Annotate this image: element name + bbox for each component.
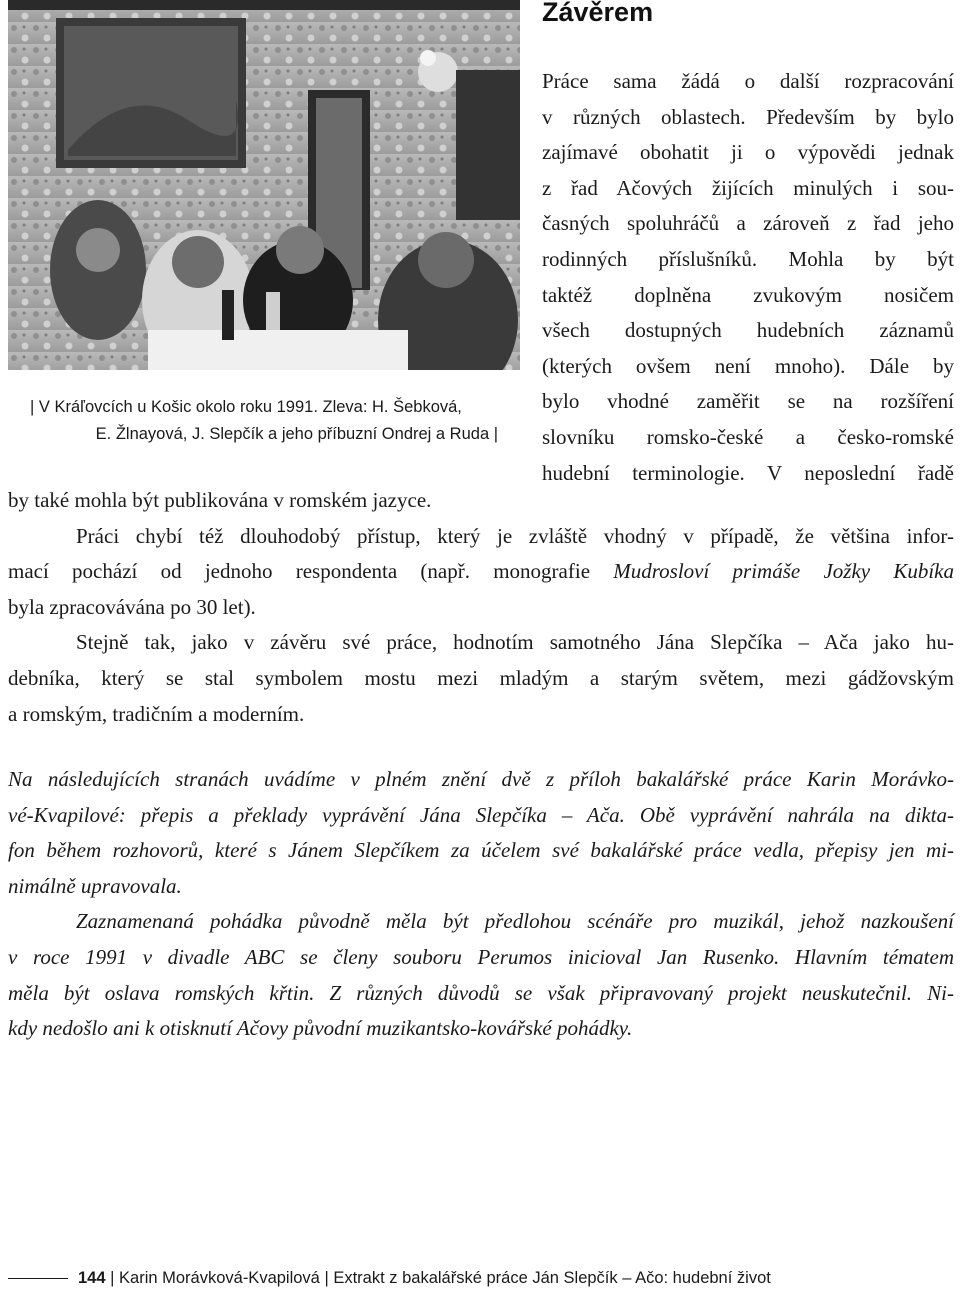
text-line: Práci chybí též dlouhodobý přístup, který je zvláště vhodný v případě, že většina infor- [76,523,954,548]
footer-title: Extrakt z bakalářské práce Ján Slepčík – Ačo: hudební život [333,1269,771,1287]
text-line: rodinných příslušníků. Mohla by být [542,246,954,271]
text-line: vé-Kvapilové: přepis a překlady vyprávění Jána Slepčíka – Ača. Obě vyprávění nahrála na dikta- [8,802,954,827]
photo-image-icon [8,0,520,370]
body-text [8,483,954,732]
text-line: kdy nedošlo ani k otisknutí Ačovy původní muzikantsko-kovářské pohádky. [8,1016,633,1041]
footer-separator: | [110,1269,115,1287]
text-line: taktéž doplněna zvukovým nosičem [542,282,954,307]
text-line: hudební terminologie. V neposlední řadě [542,460,954,485]
section-title: Závěrem [542,0,654,27]
caption-line: E. Žlnayová, J. Slepčík a jeho příbuzní Ondrej a Ruda | [95,425,498,443]
family-photo [8,0,520,370]
text-line: nimálně upravovala. [8,873,182,898]
text-line: debníka, který se stal symbolem mostu mezi mladým a starým světem, mezi gádžovským [8,665,954,690]
text-line: Zaznamenaná pohádka původně měla být předlohou scénáře pro muzikál, jehož nazkoušení [76,909,954,934]
text-line: fon během rozhovorů, které s Jánem Slepčíkem za účelem své bakalářské práce vedla, přepisy jen mi- [8,838,954,863]
text-line: zajímavé obohatit ji o výpovědi jednak [542,140,954,165]
text-line: měla být oslava romských křtin. Z různých důvodů se však připravovaný projekt neuskutečnil. Ni- [8,980,954,1005]
page-footer [8,1266,954,1290]
text-line: Práce sama žádá o další rozpracování [542,69,954,93]
page-number: 144 [78,1269,106,1287]
photo-caption [22,394,498,448]
footer-author: Karin Morávková-Kvapilová [119,1269,320,1287]
text-line: bylo vhodné zaměřit se na rozšíření [542,389,954,414]
text-line: z řad Ačových žijících minulých i sou- [542,175,954,200]
footer-separator: | [324,1269,329,1287]
text-line: Na následujících stranách uvádíme v plném znění dvě z příloh bakalářské práce Karin Morávko- [8,767,954,791]
book-title: Mudrosloví primáše Jožky Kubíka [613,559,954,584]
text-line: byla zpracovávána po 30 let). [8,594,256,619]
column-paragraph [542,64,954,491]
text-line: by také mohla být publikována v romském jazyce. [8,488,432,512]
text-segment: mací pochází od jednoho respondenta (např. monografie [8,559,614,584]
text-line: a romským, tradičním a moderním. [8,701,305,726]
footer-rule [8,1278,68,1280]
text-line: (kterých ovšem není mnoho). Dále by [542,353,954,378]
text-line: Stejně tak, jako v závěru své práce, hodnotím samotného Jána Slepčíka – Ača jako hu- [76,630,954,655]
text-line: slovníku romsko-české a česko-romské [542,424,954,449]
text-line: časných spoluhráčů a zároveň z řad jeho [542,211,954,236]
italic-note [8,762,954,1047]
caption-line: | V Kráľovcích u Košic okolo roku 1991. Zleva: H. Šebková, [30,398,462,416]
text-line: v různých oblastech. Především by bylo [542,104,954,129]
text-line [8,554,954,590]
text-line: v roce 1991 v divadle ABC se členy souboru Perumos inicioval Jan Rusenko. Hlavním tématem [8,944,954,969]
text-line: všech dostupných hudebních záznamů [542,318,954,343]
